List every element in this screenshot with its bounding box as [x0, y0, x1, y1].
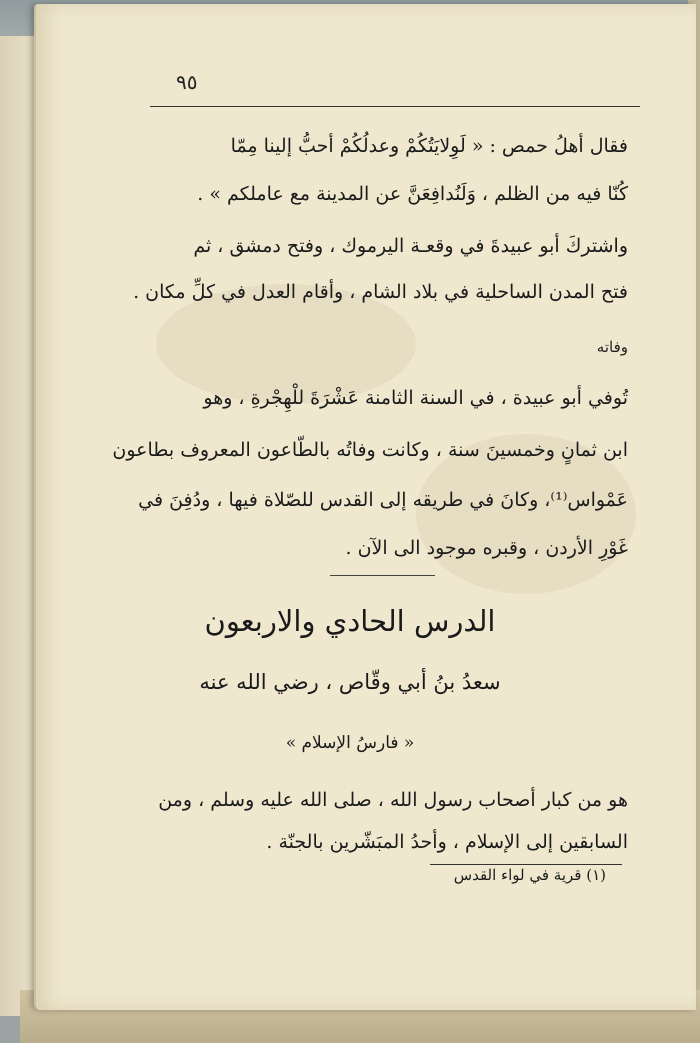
paragraph-1-line-1: فقال أهلُ حمص : « لَوِلايَتُكُمْ وعدلُكُمْ أحبُّ إلينا مِمّا	[230, 135, 628, 157]
page-number: ٩٥	[176, 70, 198, 94]
paragraph-2-line-1: واشتركَ أبو عبيدةَ في وقعـة اليرموك ، وفتح دمشق ، ثم	[193, 235, 628, 257]
death-paragraph-line-4: غَوْرِ الأردن ، وقبره موجود الى الآن .	[345, 537, 628, 559]
lesson-title: الدرس الحادي والاربعون	[204, 604, 496, 638]
paragraph-1-line-2: كُنّا فيه من الظلم ، وَلَنُدافِعَنَّ عن المدينة مع عاملكم » .	[197, 183, 628, 205]
lesson-paragraph-line-1: هو من كبار أصحاب رسول الله ، صلى الله عليه وسلم ، ومن	[158, 789, 628, 811]
death-paragraph-line-1: تُوفي أبو عبيدة ، في السنة الثامنة عَشْرَةَ للْهِجْرةِ ، وهو	[203, 387, 628, 409]
paragraph-2-line-2: فتح المدن الساحلية في بلاد الشام ، وأقام العدل في كلِّ مكان .	[133, 281, 628, 303]
lesson-tagline: « فارسُ الإسلام »	[285, 733, 415, 753]
footnote-rule	[430, 864, 622, 865]
lesson-subtitle: سعدُ بنُ أبي وقّاص ، رضي الله عنه	[199, 670, 501, 694]
section-divider	[330, 575, 435, 576]
footnote: (١) قرية في لواء القدس	[453, 866, 606, 884]
header-rule	[150, 106, 640, 107]
lesson-paragraph-line-2: السابقين إلى الإسلام ، وأحدُ المبَشّرين بالجنّة .	[266, 831, 628, 853]
death-paragraph-line-2: ابن ثمانٍ وخمسينَ سنة ، وكانت وفاتُه بالطّاعون المعروف بطاعون	[112, 439, 628, 461]
death-paragraph-line-3: عَمْواس⁽¹⁾، وكانَ في طريقه إلى القدس للصّلاة فيها ، ودُفِنَ في	[138, 489, 628, 511]
section-heading: وفاته	[596, 338, 628, 356]
